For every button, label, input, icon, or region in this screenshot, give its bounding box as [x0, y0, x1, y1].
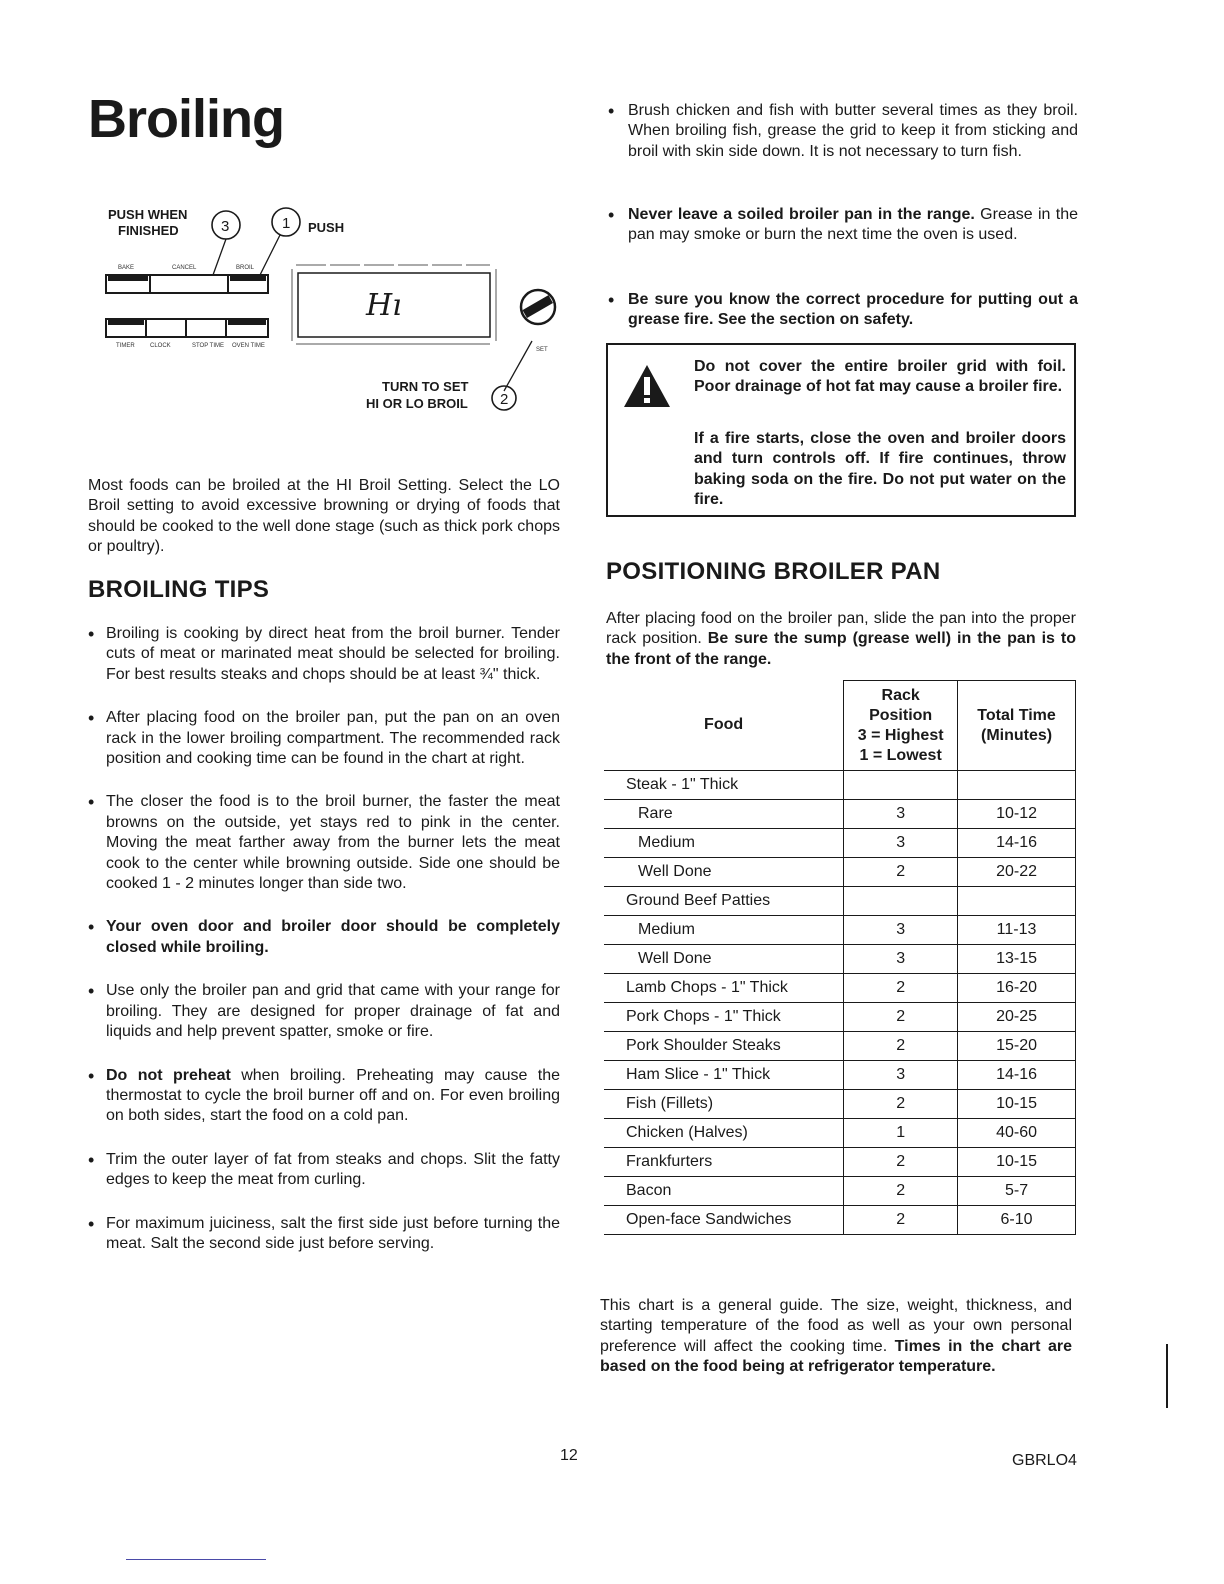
knob-label: SET — [536, 347, 548, 353]
margin-rule — [1166, 1344, 1168, 1408]
chart-note-paragraph: This chart is a general guide. The size, weight, thickness, and starting temperature of the food as well as your own personal preference will affect the cooking time. Times in the chart are based on the food being at refrigerator temperature. — [600, 1297, 1072, 1376]
cell-food: Bacon — [604, 1177, 844, 1206]
cell-food: Medium — [604, 916, 844, 945]
cell-food: Lamb Chops - 1" Thick — [604, 974, 844, 1003]
cell-rack: 3 — [844, 916, 958, 945]
positioning-paragraph: After placing food on the broiler pan, slide the pan into the proper rack position. Be sure the sump (grease well) in the pan is to the front of the range. — [606, 610, 1076, 668]
table-row — [604, 916, 1076, 945]
table-row — [604, 1003, 1076, 1032]
cell-time — [958, 771, 1076, 800]
step-1-number: 1 — [282, 215, 291, 232]
cell-time: 14-16 — [958, 1061, 1076, 1090]
cell-time: 10-15 — [958, 1148, 1076, 1177]
cell-time: 13-15 — [958, 945, 1076, 974]
table-row — [604, 974, 1076, 1003]
table-row — [604, 887, 1076, 916]
step-3-number: 3 — [221, 218, 230, 235]
turn-to-set-label-2: HI OR LO BROIL — [366, 396, 468, 411]
document-code: GBRLO4 — [1012, 1452, 1077, 1469]
cell-food: Frankfurters — [604, 1148, 844, 1177]
warning-foil-text: Do not cover the entire broiler grid with foil. Poor drainage of hot fat may cause a broiler fire. — [694, 358, 1066, 396]
broiling-chart-table — [604, 680, 1076, 1235]
cell-rack: 2 — [844, 1206, 958, 1235]
step-2-number: 2 — [500, 391, 509, 408]
cell-time: 10-12 — [958, 800, 1076, 829]
header-food: Food — [604, 681, 844, 771]
table-row — [604, 1119, 1076, 1148]
key-label-broil: BROIL — [236, 265, 255, 271]
table-row — [604, 858, 1076, 887]
table-row — [604, 1206, 1076, 1235]
cell-rack: 2 — [844, 1032, 958, 1061]
cell-rack: 1 — [844, 1119, 958, 1148]
header-total-time: Total Time (Minutes) — [958, 681, 1076, 771]
cell-time: 16-20 — [958, 974, 1076, 1003]
warning-box — [606, 343, 1076, 517]
cell-rack — [844, 771, 958, 800]
cell-time: 11-13 — [958, 916, 1076, 945]
key-label-stop-time: STOP TIME — [192, 343, 225, 349]
key-label-cancel: CANCEL — [172, 265, 197, 271]
warning-triangle-icon — [622, 363, 672, 409]
cell-time: 15-20 — [958, 1032, 1076, 1061]
cell-food: Ham Slice - 1" Thick — [604, 1061, 844, 1090]
right-bullet-1 — [608, 101, 1078, 162]
footer-rule — [126, 1559, 266, 1560]
cell-rack: 3 — [844, 945, 958, 974]
cell-rack: 2 — [844, 858, 958, 887]
table-row — [604, 1148, 1076, 1177]
control-panel-diagram — [100, 195, 570, 425]
cell-food: Rare — [604, 800, 844, 829]
intro-paragraph: Most foods can be broiled at the HI Broil Setting. Select the LO Broil setting to avoid excessive browning or drying of foods that should be cooked to the well done stage (such as thick pork chops or poultry). — [88, 477, 560, 556]
key-label-oven-time: OVEN TIME — [232, 343, 265, 349]
cell-time: 40-60 — [958, 1119, 1076, 1148]
tip-item: • For maximum juiciness, salt the first side just before turning the meat. Salt the second side just before serving. — [88, 1214, 560, 1255]
right-bullet-item: • Never leave a soiled broiler pan in the range. Grease in the pan may smoke or burn the next time the oven is used. — [608, 205, 1078, 246]
tip-item: • The closer the food is to the broil burner, the faster the meat browns on the outside, yet stays red to pink in the center. Moving the meat farther away from the burner lets the meat cook to the center while browning outside. Side one should be cooked 1 - 2 minutes longer than side two. — [88, 792, 560, 894]
table-row — [604, 800, 1076, 829]
cell-rack: 2 — [844, 974, 958, 1003]
cell-rack: 2 — [844, 1148, 958, 1177]
cell-time: 10-15 — [958, 1090, 1076, 1119]
tip-item: • Do not preheat when broiling. Preheating may cause the thermostat to cycle the broil burner off and on. For even broiling on both sides, start the food on a cold pan. — [88, 1066, 560, 1127]
turn-to-set-label-1: TURN TO SET — [382, 379, 469, 394]
warning-fire-text: If a fire starts, close the oven and broiler doors and turn controls off. If fire continues, throw baking soda on the fire. Do not put water on the fire. — [694, 430, 1066, 509]
tip-item: • Trim the outer layer of fat from steaks and chops. Slit the fatty edges to keep the meat from curling. — [88, 1150, 560, 1191]
cell-rack: 2 — [844, 1177, 958, 1206]
broiling-tips-list — [88, 624, 560, 1277]
key-label-clock: CLOCK — [150, 343, 171, 349]
cell-food: Fish (Fillets) — [604, 1090, 844, 1119]
cell-rack: 3 — [844, 800, 958, 829]
page-title: Broiling — [88, 89, 284, 149]
cell-food: Chicken (Halves) — [604, 1119, 844, 1148]
table-row — [604, 1061, 1076, 1090]
push-label: PUSH — [308, 220, 345, 235]
cell-food: Pork Shoulder Steaks — [604, 1032, 844, 1061]
cell-rack: 3 — [844, 1061, 958, 1090]
cell-time: 14-16 — [958, 829, 1076, 858]
cell-time: 20-22 — [958, 858, 1076, 887]
tip-item: • Use only the broiler pan and grid that came with your range for broiling. They are designed for proper drainage of fat and liquids and help prevent spatter, smoke or fire. — [88, 981, 560, 1042]
broiling-tips-heading: BROILING TIPS — [88, 576, 270, 603]
display-readout: Hı — [366, 288, 402, 323]
cell-rack: 3 — [844, 829, 958, 858]
cell-time: 5-7 — [958, 1177, 1076, 1206]
header-rack-position: Rack Position 3 = Highest 1 = Lowest — [844, 681, 958, 771]
tip-item: • Broiling is cooking by direct heat from the broil burner. Tender cuts of meat or marinated meat should be selected for broiling. For best results steaks and chops should be at least ¾" thick. — [88, 624, 560, 685]
table-row — [604, 771, 1076, 800]
table-row — [604, 1090, 1076, 1119]
cell-time — [958, 887, 1076, 916]
cell-food: Steak - 1" Thick — [604, 771, 844, 800]
cell-food: Open-face Sandwiches — [604, 1206, 844, 1235]
cell-food: Well Done — [604, 858, 844, 887]
cell-time: 20-25 — [958, 1003, 1076, 1032]
cell-food: Pork Chops - 1" Thick — [604, 1003, 844, 1032]
push-when-label-2: FINISHED — [118, 223, 179, 238]
cell-rack: 2 — [844, 1090, 958, 1119]
page-number: 12 — [560, 1447, 578, 1464]
cell-food: Medium — [604, 829, 844, 858]
tip-item: • After placing food on the broiler pan, put the pan on an oven rack in the lower broiling compartment. The recommended rack position and cooking time can be found in the chart at right. — [88, 708, 560, 769]
table-row — [604, 829, 1076, 858]
push-when-label-1: PUSH WHEN — [108, 207, 188, 222]
cell-food: Ground Beef Patties — [604, 887, 844, 916]
positioning-heading: POSITIONING BROILER PAN — [606, 558, 941, 585]
cell-rack: 2 — [844, 1003, 958, 1032]
right-bullet-3 — [608, 290, 1078, 331]
table-row — [604, 945, 1076, 974]
key-label-timer: TIMER — [116, 343, 135, 349]
table-row — [604, 1177, 1076, 1206]
tip-item: • Your oven door and broiler door should be completely closed while broiling. — [88, 917, 560, 958]
right-bullet-item: • Brush chicken and fish with butter several times as they broil. When broiling fish, grease the grid to keep it from sticking and broil with skin side down. It is not necessary to turn fish. — [608, 101, 1078, 162]
cell-rack — [844, 887, 958, 916]
cell-time: 6-10 — [958, 1206, 1076, 1235]
right-bullet-item: • Be sure you know the correct procedure for putting out a grease fire. See the section on safety. — [608, 290, 1078, 331]
cell-food: Well Done — [604, 945, 844, 974]
table-row — [604, 1032, 1076, 1061]
key-label-bake: BAKE — [118, 265, 135, 271]
right-bullet-2 — [608, 205, 1078, 246]
